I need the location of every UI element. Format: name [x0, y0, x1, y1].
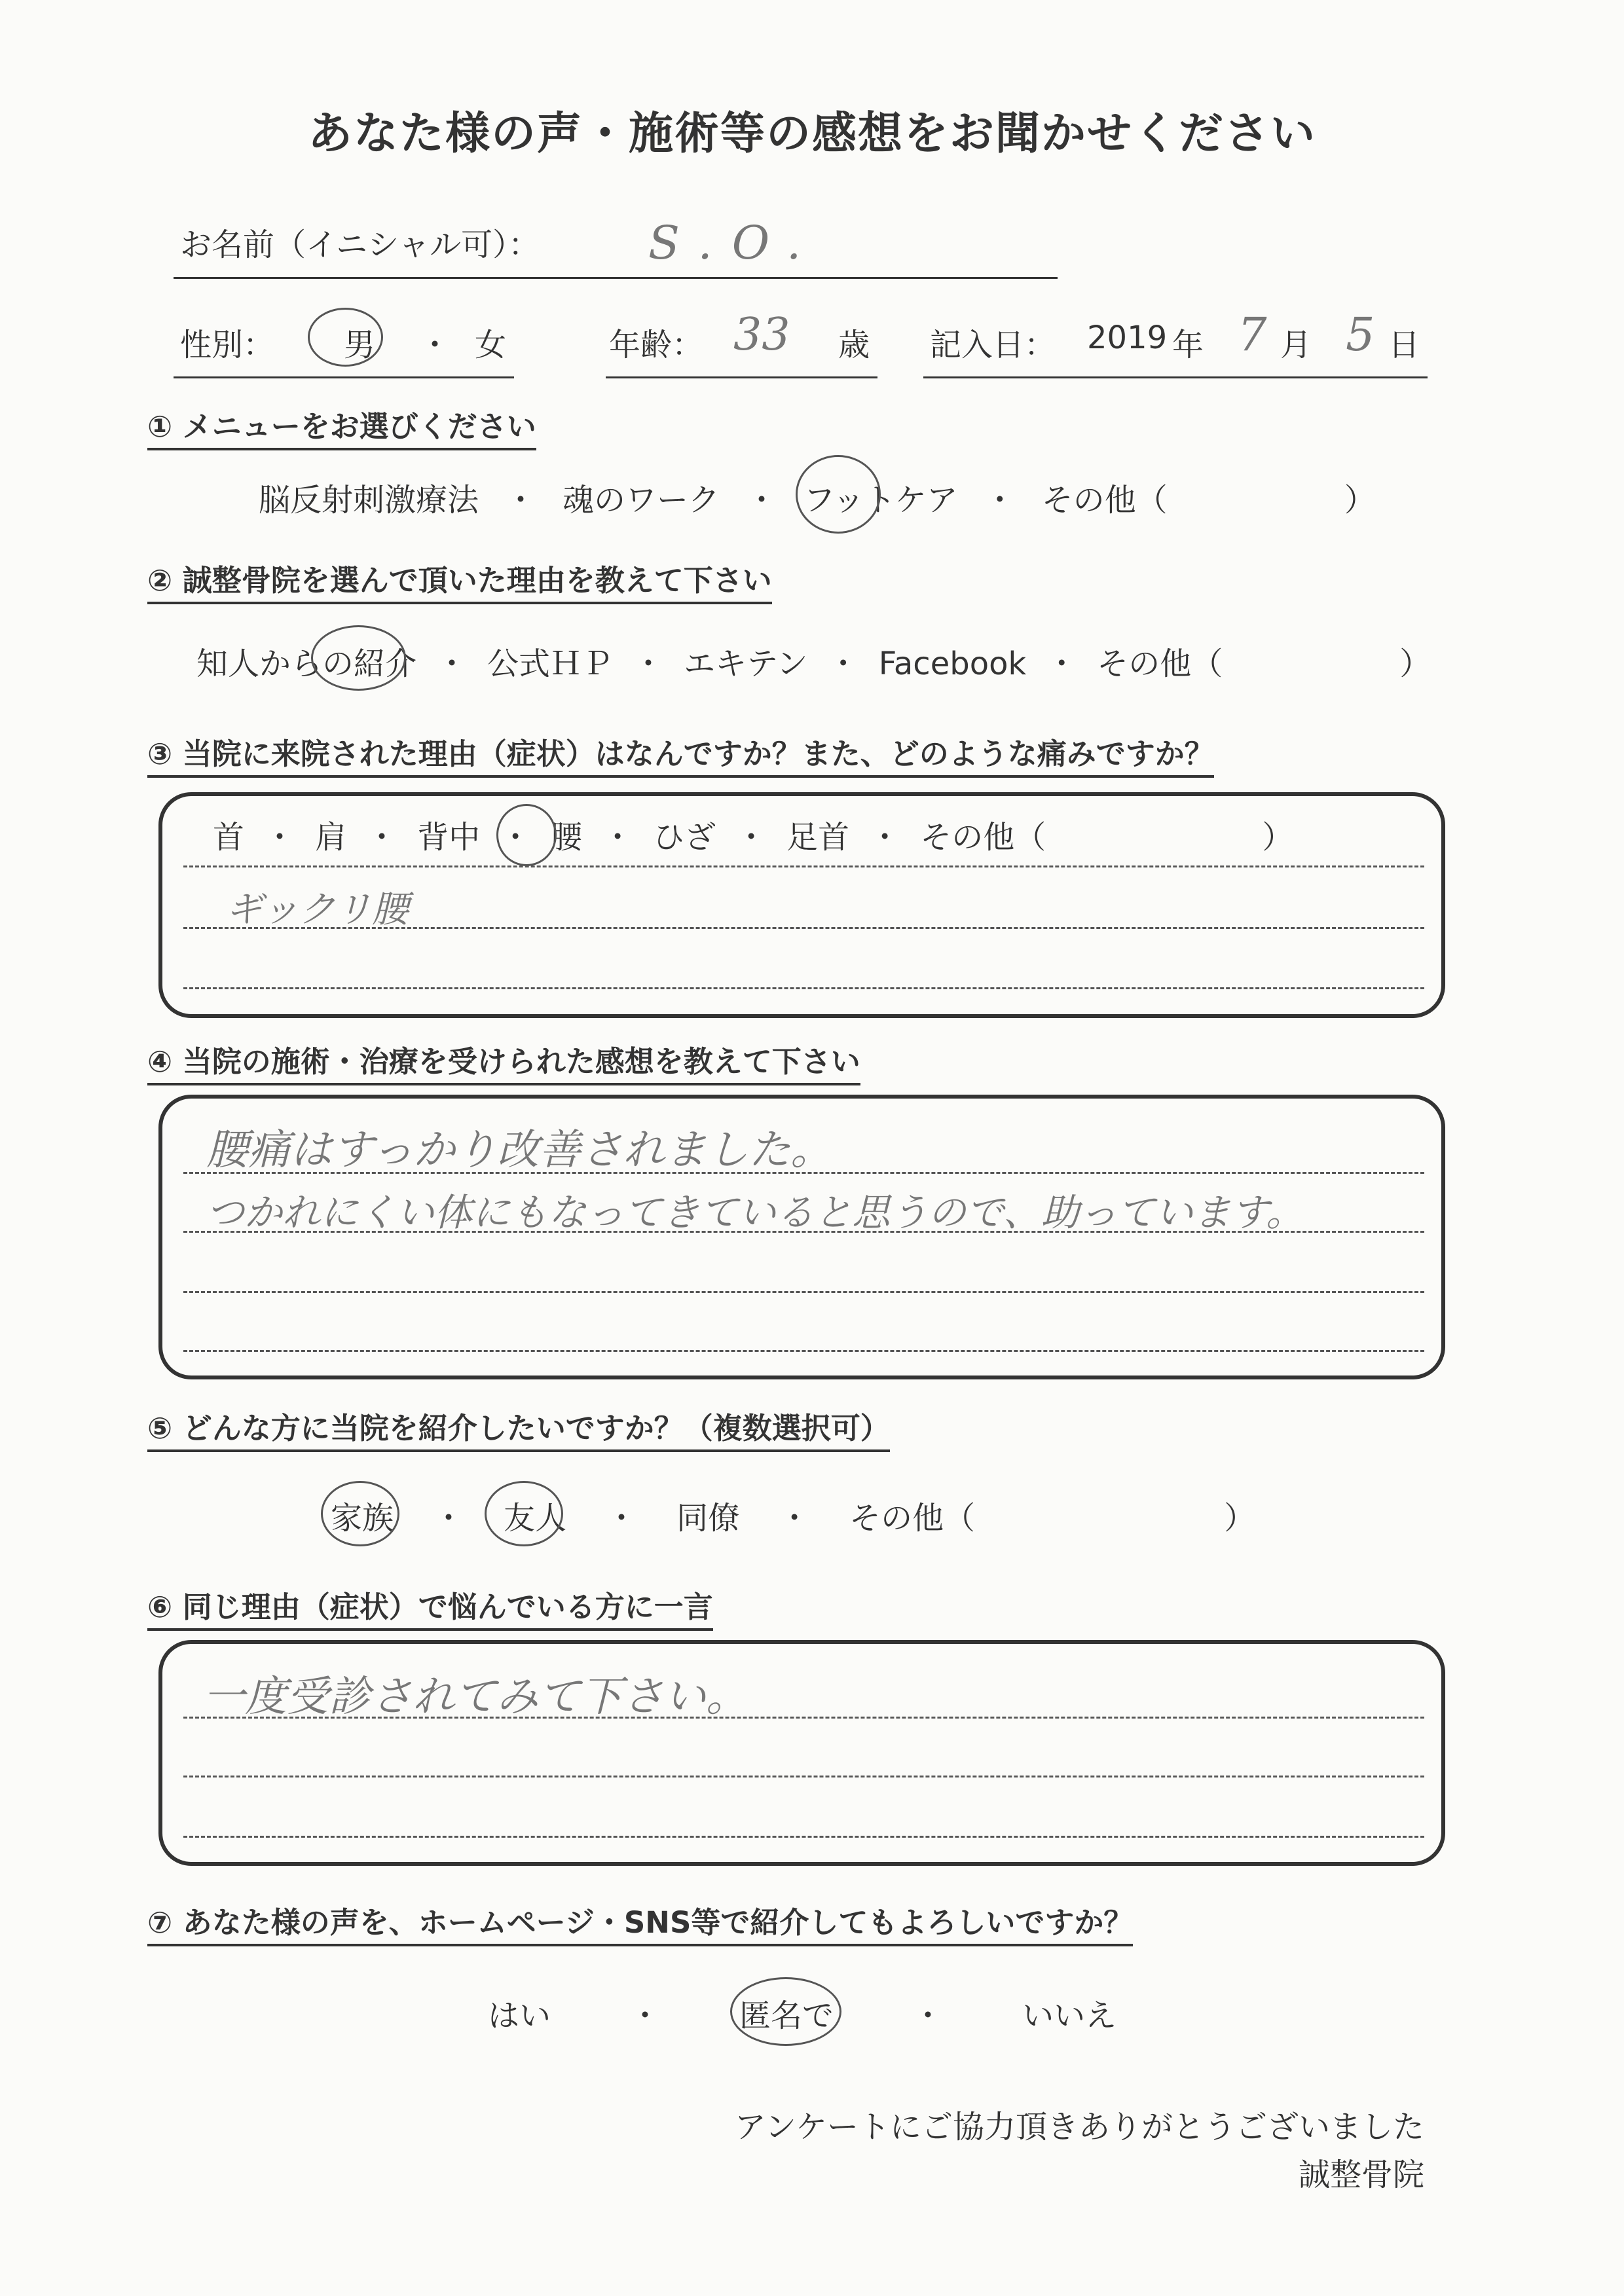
- separator: ・: [912, 1997, 944, 2034]
- q5-friend-circle-mark: [485, 1481, 563, 1546]
- q1-close-paren: ）: [1344, 482, 1376, 519]
- date-month[interactable]: 7: [1238, 308, 1267, 361]
- q3-options: [213, 812, 1293, 857]
- separator: ・: [436, 646, 468, 682]
- q1-opt-brain-reflex[interactable]: 脳反射刺激療法: [259, 482, 479, 519]
- age-underline: [606, 376, 877, 378]
- separator: ・: [433, 1500, 465, 1537]
- separator: ・: [500, 819, 532, 856]
- age-value[interactable]: 33: [733, 309, 790, 361]
- separator: ・: [629, 1997, 661, 2034]
- q5-opt-other[interactable]: その他（: [849, 1500, 976, 1537]
- separator: ・: [264, 819, 296, 856]
- name-label: お名前（イニシャル可）：: [180, 227, 540, 263]
- q1-opt-other[interactable]: その他（: [1041, 482, 1168, 519]
- q3-opt-lower-back[interactable]: 腰: [551, 819, 583, 856]
- date-label: 記入日：: [930, 327, 1056, 363]
- date-month-unit: 月: [1280, 327, 1312, 363]
- q1-title: ① メニューをお選びください: [147, 403, 536, 450]
- date-underline: [923, 376, 1428, 378]
- q7-opt-anonymous[interactable]: 匿名で: [739, 1997, 834, 2034]
- q3-opt-other[interactable]: その他（: [920, 819, 1046, 856]
- q3-opt-knee[interactable]: ひざ: [653, 819, 716, 856]
- q6-dashed-line: [183, 1776, 1424, 1777]
- gender-female[interactable]: 女: [475, 327, 507, 363]
- gender-male[interactable]: 男: [344, 327, 376, 363]
- separator: ・: [779, 1500, 811, 1537]
- q3-opt-shoulder[interactable]: 肩: [315, 819, 347, 856]
- q5-opt-colleague[interactable]: 同僚: [676, 1500, 740, 1537]
- q3-dashed-line: [183, 866, 1424, 867]
- q1-opt-soul-work[interactable]: 魂のワーク: [563, 482, 720, 519]
- separator: ・: [602, 819, 634, 856]
- q6-title: ⑥ 同じ理由（症状）で悩んでいる方に一言: [147, 1583, 713, 1631]
- separator: ・: [505, 482, 537, 519]
- gender-male-circle-mark: [308, 308, 383, 367]
- q5-title: ⑤ どんな方に当院を紹介したいですか？（複数選択可）: [147, 1404, 890, 1452]
- q2-opt-other[interactable]: その他（: [1097, 646, 1223, 682]
- q5-close-paren: ）: [1224, 1500, 1256, 1537]
- q2-close-paren: ）: [1399, 646, 1431, 682]
- name-underline: [174, 277, 1058, 279]
- separator: ・: [827, 646, 859, 682]
- page-title: あなた様の声・施術等の感想をお聞かせください: [307, 108, 1316, 160]
- date-year: 2019: [1087, 319, 1168, 356]
- footer-clinic-name: 誠整骨院: [1298, 2157, 1424, 2193]
- q3-opt-ankle[interactable]: 足首: [786, 819, 850, 856]
- q2-opt-ekiten[interactable]: エキテン: [684, 646, 808, 682]
- q5-opt-family[interactable]: 家族: [331, 1500, 394, 1537]
- q4-title: ④ 当院の施術・治療を受けられた感想を教えて下さい: [147, 1038, 860, 1085]
- date-year-unit: 年: [1172, 327, 1204, 363]
- separator: ・: [869, 819, 901, 856]
- separator: ・: [606, 1500, 638, 1537]
- name-value[interactable]: S.O.: [648, 216, 821, 270]
- q4-dashed-line: [183, 1350, 1424, 1352]
- q3-close-paren: ）: [1262, 819, 1294, 856]
- q2-opt-official-hp[interactable]: 公式ＨＰ: [487, 646, 614, 682]
- q4-handwritten-answer-line1[interactable]: 腰痛はすっかり改善されました。: [206, 1126, 833, 1175]
- separator: ・: [746, 482, 778, 519]
- q5-family-circle-mark: [321, 1481, 399, 1546]
- q4-dashed-line: [183, 1291, 1424, 1293]
- q5-options: [331, 1493, 1255, 1538]
- separator: ・: [735, 819, 767, 856]
- q3-opt-neck[interactable]: 首: [213, 819, 245, 856]
- q3-handwritten-answer[interactable]: ギックリ腰: [226, 888, 409, 931]
- q3-circle-mark: [496, 804, 557, 866]
- separator: ・: [366, 819, 398, 856]
- age-label: 年齢：: [609, 327, 704, 363]
- q1-opt-foot-care[interactable]: フットケア: [803, 482, 958, 519]
- q6-handwritten-answer[interactable]: 一度受診されてみて下さい。: [203, 1673, 748, 1721]
- separator: ・: [984, 482, 1016, 519]
- q1-circle-mark: [796, 455, 881, 534]
- footer-thanks: アンケートにご協力頂きありがとうございました: [734, 2109, 1424, 2145]
- q2-opt-facebook[interactable]: Facebook: [878, 646, 1027, 682]
- gender-separator: ・: [419, 327, 451, 363]
- q2-circle-mark: [311, 625, 406, 691]
- q7-opt-no[interactable]: いいえ: [1022, 1997, 1117, 2034]
- separator: ・: [1046, 646, 1078, 682]
- q5-opt-friend[interactable]: 友人: [504, 1500, 567, 1537]
- date-day-unit: 日: [1388, 327, 1420, 363]
- q7-opt-yes[interactable]: はい: [488, 1997, 551, 2034]
- q3-opt-back[interactable]: 背中: [417, 819, 481, 856]
- q4-handwritten-answer-line2[interactable]: つかれにくい体にもなってきていると思うので、助っています。: [206, 1190, 1304, 1235]
- q3-dashed-line: [183, 987, 1424, 989]
- gender-label: 性別：: [180, 327, 275, 363]
- q3-title: ③ 当院に来院された理由（症状）はなんですか？また、どのような痛みですか？: [147, 730, 1214, 778]
- separator: ・: [633, 646, 665, 682]
- q2-title: ② 誠整骨院を選んで頂いた理由を教えて下さい: [147, 556, 772, 604]
- date-day[interactable]: 5: [1346, 308, 1375, 361]
- gender-underline: [174, 376, 514, 378]
- q6-dashed-line: [183, 1836, 1424, 1838]
- q2-opt-acquaintance[interactable]: 知人からの紹介: [196, 646, 417, 682]
- age-unit: 歳: [838, 327, 870, 363]
- q7-title: ⑦ あなた様の声を、ホームページ・SNS等で紹介してもよろしいですか？: [147, 1899, 1133, 1946]
- q7-circle-mark: [730, 1977, 841, 2046]
